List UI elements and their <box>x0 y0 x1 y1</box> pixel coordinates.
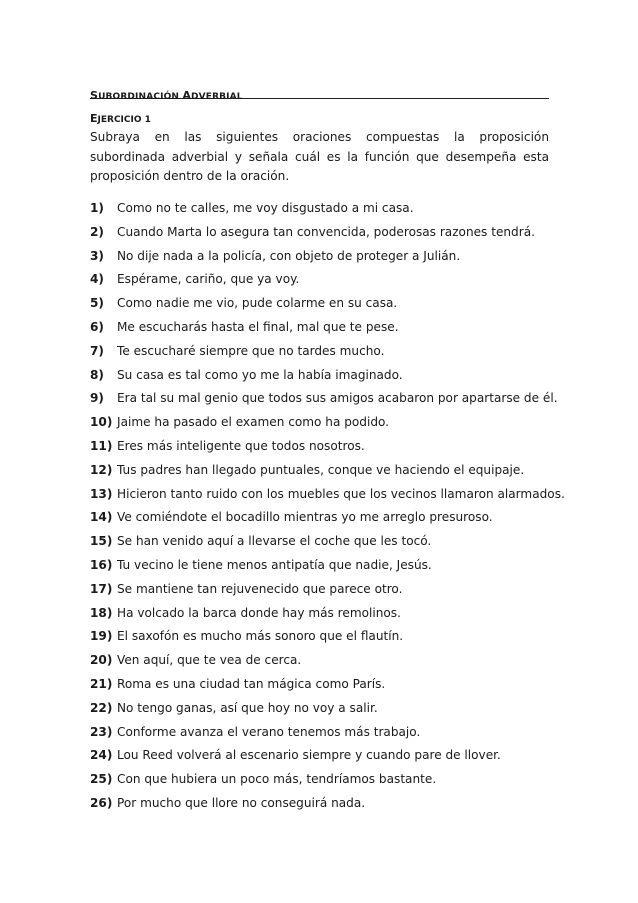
sentence-number: 21) <box>90 676 113 691</box>
sentence-item <box>90 436 560 460</box>
section-title-rest-1: UBORDINACIÓN <box>98 92 183 102</box>
section-title-initial-2: A <box>182 89 192 102</box>
sentence-number: 3) <box>90 248 104 263</box>
sentence-number: 24) <box>90 748 113 763</box>
sentence-text: Lou Reed volverá al escenario siempre y cuando pare de llover. <box>117 748 501 763</box>
sentence-number: 22) <box>90 700 113 715</box>
sentence-text: Como nadie me vio, pude colarme en su casa. <box>117 296 398 311</box>
sentence-text: Ven aquí, que te vea de cerca. <box>117 653 302 668</box>
sentence-text: El saxofón es mucho más sonoro que el flautín. <box>117 629 404 644</box>
sentence-item <box>90 365 560 389</box>
sentence-item <box>90 722 560 746</box>
sentence-number: 14) <box>90 510 113 525</box>
exercise-instructions: Subraya en las siguientes oraciones compuestas la proposición subordinada adverbial y señala cuál es la función que desempeña esta proposición dentro de la oración. <box>90 130 549 183</box>
sentence-item <box>90 555 560 579</box>
sentence-number: 8) <box>90 367 104 382</box>
sentence-number: 9) <box>90 391 104 406</box>
sentence-text: Tus padres han llegado puntuales, conque ve haciendo el equipaje. <box>117 462 525 477</box>
sentence-text: Espérame, cariño, que ya voy. <box>117 272 300 287</box>
sentence-item <box>90 698 560 722</box>
sentence-text: Conforme avanza el verano tenemos más trabajo. <box>117 724 421 739</box>
sentence-item <box>90 198 560 222</box>
sentence-item <box>90 793 560 817</box>
sentence-number: 2) <box>90 224 104 239</box>
sentence-number: 25) <box>90 772 113 787</box>
sentence-text: Eres más inteligente que todos nosotros. <box>117 438 365 453</box>
sentence-item <box>90 269 560 293</box>
sentence-text: Te escucharé siempre que no tardes mucho. <box>117 343 385 358</box>
sentence-item <box>90 674 560 698</box>
sentence-item <box>90 388 560 412</box>
sentence-text: Por mucho que llore no conseguirá nada. <box>117 795 366 810</box>
sentence-number: 10) <box>90 415 113 430</box>
sentence-item <box>90 317 560 341</box>
sentence-number: 13) <box>90 486 113 501</box>
sentence-text: No tengo ganas, así que hoy no voy a salir. <box>117 700 378 715</box>
sentence-text: Era tal su mal genio que todos sus amigos acabaron por apartarse de él. <box>117 391 558 406</box>
section-title-initial-1: S <box>90 89 99 102</box>
sentence-item <box>90 579 560 603</box>
sentence-item <box>90 507 560 531</box>
exercise-title <box>90 113 151 126</box>
sentence-item <box>90 246 560 270</box>
sentence-list <box>90 198 565 817</box>
page-header <box>90 84 549 102</box>
sentence-number: 16) <box>90 557 113 572</box>
section-title-rest-2: DVERBIAL <box>191 92 243 102</box>
sentence-number: 5) <box>90 296 104 311</box>
sentence-text: Ve comiéndote el bocadillo mientras yo me arreglo presuroso. <box>117 510 493 525</box>
sentence-text: No dije nada a la policía, con objeto de proteger a Julián. <box>117 248 461 263</box>
sentence-item <box>90 745 560 769</box>
sentence-text: Hicieron tanto ruido con los muebles que los vecinos llamaron alarmados. <box>117 486 565 501</box>
sentence-text: Tu vecino le tiene menos antipatía que nadie, Jesús. <box>117 557 432 572</box>
sentence-number: 19) <box>90 629 113 644</box>
sentence-text: Jaime ha pasado el examen como ha podido. <box>117 415 390 430</box>
sentence-text: Roma es una ciudad tan mágica como París. <box>117 676 386 691</box>
sentence-item <box>90 603 560 627</box>
sentence-number: 18) <box>90 605 113 620</box>
sentence-number: 17) <box>90 581 113 596</box>
section-title <box>90 89 243 102</box>
sentence-text: Cuando Marta lo asegura tan convencida, poderosas razones tendrá. <box>117 224 535 239</box>
sentence-text: Se han venido aquí a llevarse el coche que les tocó. <box>117 534 432 549</box>
sentence-text: Como no te calles, me voy disgustado a mi casa. <box>117 201 414 215</box>
sentence-item <box>90 293 560 317</box>
sentence-item <box>90 626 560 650</box>
sentence-number: 7) <box>90 343 104 358</box>
sentence-number: 15) <box>90 534 113 549</box>
sentence-item <box>90 412 560 436</box>
sentence-text: Su casa es tal como yo me la había imaginado. <box>117 367 403 382</box>
sentence-item <box>90 531 560 555</box>
sentence-text: Me escucharás hasta el final, mal que te pese. <box>117 319 399 334</box>
sentence-number: 12) <box>90 462 113 477</box>
sentence-item <box>90 341 560 365</box>
sentence-number: 6) <box>90 319 104 334</box>
exercise-title-initial: E <box>90 112 98 125</box>
sentence-number: 26) <box>90 795 113 810</box>
sentence-item <box>90 222 560 246</box>
sentence-text: Se mantiene tan rejuvenecido que parece otro. <box>117 581 403 596</box>
sentence-number: 4) <box>90 272 104 287</box>
sentence-text: Con que hubiera un poco más, tendríamos bastante. <box>117 772 437 787</box>
sentence-item <box>90 769 560 793</box>
sentence-text: Ha volcado la barca donde hay más remolinos. <box>117 605 401 620</box>
sentence-item <box>90 460 560 484</box>
sentence-number: 20) <box>90 653 113 668</box>
sentence-item <box>90 650 560 674</box>
sentence-item <box>90 484 565 508</box>
exercise-title-rest: JERCICIO 1 <box>97 115 151 125</box>
sentence-number: 11) <box>90 438 113 453</box>
sentence-number: 23) <box>90 724 113 739</box>
sentence-number: 1) <box>90 201 104 215</box>
